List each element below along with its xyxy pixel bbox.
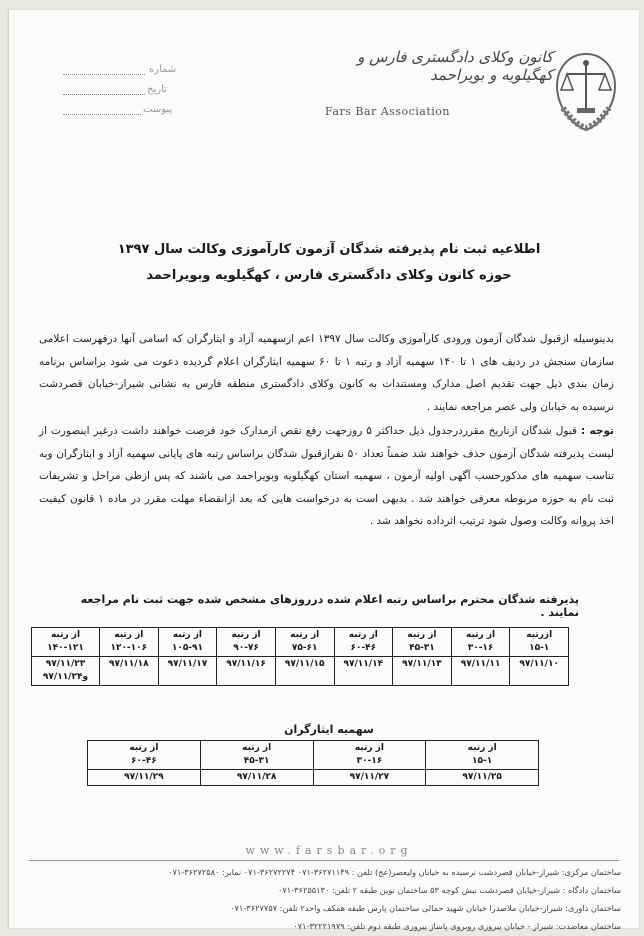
address-arbitration: ساختمان داوری: شیراز-خیابان ملاصدرا خیابان شهید حمالی ساختمان پارس طبقه همکف واحد۲ تلفن: ۳۶۲۷۷۵۷-۰۷۱ bbox=[230, 903, 621, 913]
veterans-title: سهمیه ایثارگران bbox=[284, 723, 374, 736]
table-cell: ۹۷/۱۱/۲۹ bbox=[88, 770, 201, 786]
table-cell: ۹۷/۱۱/۲۷ bbox=[313, 770, 426, 786]
table-row bbox=[88, 741, 539, 770]
table-cell: از رتبه ۱۲۰-۱۰۶ bbox=[100, 628, 159, 657]
table-cell: ۹۷/۱۱/۱۷ bbox=[158, 657, 217, 686]
table-row bbox=[88, 770, 539, 786]
table-cell: ۹۷/۱۱/۲۸ bbox=[200, 770, 313, 786]
table-cell: ۹۷/۱۱/۲۵ bbox=[426, 770, 539, 786]
announcement-subtitle: حوزه کانون وکلای دادگستری فارس ، کهگیلویه وبویراحمد bbox=[146, 268, 512, 283]
letter-page bbox=[8, 10, 639, 931]
number-label: شماره bbox=[149, 64, 177, 75]
date-line bbox=[63, 94, 145, 95]
website-link[interactable]: www.farsbar.org bbox=[245, 844, 413, 857]
table-cell: ۹۷/۱۱/۱۰ bbox=[510, 657, 569, 686]
note-label: توجه : bbox=[581, 425, 614, 437]
schedule-heading: پذیرفته شدگان محترم براساس رتبه اعلام شده درروزهای مشخص شده جهت ثبت نام مراجعه نمایند . bbox=[80, 593, 579, 619]
table-cell: ۹۷/۱۱/۱۴ bbox=[334, 657, 393, 686]
table-cell: از رتبه ۳۰-۱۶ bbox=[313, 741, 426, 770]
table-row bbox=[32, 657, 569, 686]
number-line bbox=[63, 74, 145, 75]
attach-line bbox=[63, 114, 141, 115]
org-name-fa: کانون وکلای دادگستری فارس و کهگیلویه و بویراحمد bbox=[357, 48, 553, 84]
address-legal-aid: ساختمان معاضدت: شیراز - خیابان پیروزی روبروی پاساژ پیروزی طبقه دوم تلفن: ۳۲۲۲۱۹۷۹-۰۷۱ bbox=[293, 921, 621, 931]
date-label: تاریخ bbox=[147, 84, 167, 95]
table-cell: از رتبه ۹۰-۷۶ bbox=[217, 628, 276, 657]
table-row bbox=[32, 628, 569, 657]
address-central: ساختمان مرکزی: شیراز-خیابان قصردشت نرسیده به خیابان ولیعصر(عج) تلفن : ۳۶۲۷۱۱۴۹-۰۷۱ ۳۶۲۷۲۲۷۴-۰۷۱ نمابر: ۳۶۲۷۲۵۸۰-۰۷۱ bbox=[168, 867, 621, 877]
footer-divider bbox=[29, 860, 619, 861]
address-court: ساختمان دادگاه : شیراز-خیابان قصردشت نبش کوچه ۵۳ ساختمان نوین طبقه ۲ تلفن: ۳۶۲۵۵۱۳۰-۰۷۱ bbox=[277, 885, 621, 895]
table-cell: از رتبه ۱۴۰-۱۲۱ bbox=[32, 628, 100, 657]
table-cell: ۹۷/۱۱/۱۳ bbox=[393, 657, 452, 686]
attach-label: پیوست bbox=[143, 104, 173, 115]
veterans-table bbox=[87, 740, 539, 786]
table-cell: ۹۷/۱۱/۱۵ bbox=[275, 657, 334, 686]
table-cell: از رتبه ۷۵-۶۱ bbox=[275, 628, 334, 657]
org-name-en: Fars Bar Association bbox=[325, 105, 450, 118]
table-cell: از رتبه ۴۵-۳۱ bbox=[200, 741, 313, 770]
table-cell: از رتبه ۱۵-۱ bbox=[426, 741, 539, 770]
table-cell: از رتبه ۶۰-۴۶ bbox=[334, 628, 393, 657]
table-cell: از رتبه ۳۰-۱۶ bbox=[451, 628, 510, 657]
note-paragraph bbox=[39, 420, 614, 533]
table-cell: ۹۷/۱۱/۲۳ و۹۷/۱۱/۲۴ bbox=[32, 657, 100, 686]
table-cell: ۹۷/۱۱/۱۶ bbox=[217, 657, 276, 686]
table-cell: ازرتبه ۱۵-۱ bbox=[510, 628, 569, 657]
free-quota-table bbox=[31, 627, 569, 686]
footer-addresses bbox=[29, 863, 621, 935]
announcement-title: اطلاعیه ثبت نام پذیرفته شدگان آزمون کارآموزی وکالت سال ۱۳۹۷ bbox=[117, 242, 541, 257]
table-cell: از رتبه ۶۰-۴۶ bbox=[88, 741, 201, 770]
note-text: قبول شدگان ازتاریخ مقرردرجدول ذیل حداکثر ۵ روزجهت رفع نقص ازمدارک خود فرصت خواهند داشت درغیر اینصورت از لیست پذیرفته شدگان آزمون حذف خواهند شد ضمناً تعداد ۵۰ نفرازقبول شدگان براساس رتبه های پایانی سهمیه آزاد و ایثارگران وبه تناسب سهمیه های مذکورحسب آگهی اولیه آزمون ، سهمیه استان کهگیلویه وبویراحمد می باشند که پس ازطی مراحل و تشریفات ثبت نام به حوزه مربوطه معرفی خواهند شد . بدیهی است به درخواست هایی که بعد ازانقضاء مهلت مقرر در ماده ۱ قانون کیفیت اخذ پروانه وکالت وصول شود ترتیب اثرداده نخواهد شد . bbox=[39, 425, 614, 528]
table-cell: از رتبه ۴۵-۳۱ bbox=[393, 628, 452, 657]
scales-emblem-icon bbox=[549, 50, 623, 134]
table-cell: ۹۷/۱۱/۱۸ bbox=[100, 657, 159, 686]
table-cell: ۹۷/۱۱/۱۱ bbox=[451, 657, 510, 686]
intro-paragraph: بدینوسیله ازقبول شدگان آزمون ورودی کارآموزی وکالت سال ۱۳۹۷ اعم ازسهمیه آزاد و ایثارگران که اسامی آنها درفهرست اعلامی سازمان سنجش در ردیف های ۱ تا ۱۴۰ سهمیه آزاد و رتبه ۱ تا ۶۰ سهمیه ایثارگران اعلام گردیده دعوت می شود براساس برنامه زمان بندی ذیل جهت تقدیم اصل مدارک ومستندات به کانون وکلای دادگستری منطقه فارس به نشانی شیراز-خیابان قصردشت نرسیده به خیابان ولی عصر مراجعه نمایند . bbox=[39, 333, 615, 413]
table-cell: از رتبه ۱۰۵-۹۱ bbox=[158, 628, 217, 657]
